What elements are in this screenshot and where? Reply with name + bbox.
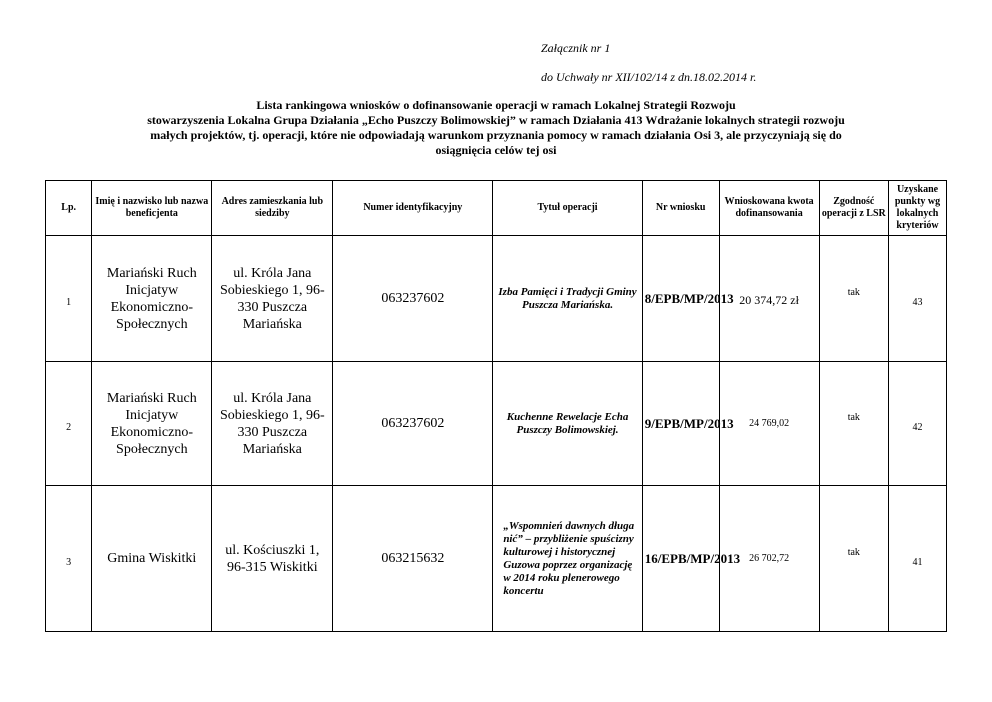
cell-id: 063215632 xyxy=(333,486,493,632)
ranking-table xyxy=(45,180,947,632)
header-lp: Lp. xyxy=(46,181,92,236)
cell-id: 063237602 xyxy=(333,362,493,486)
table-row xyxy=(46,486,947,632)
title-line-2: stowarzyszenia Lokalna Grupa Działania „Echo Puszczy Bolimowskiej” w ramach Działania 413 Wdrażanie lokalnych strategii rozwoju xyxy=(147,113,845,127)
table-row xyxy=(46,236,947,362)
header-operation: Tytuł operacji xyxy=(493,181,642,236)
header-amount: Wnioskowana kwota dofinansowania xyxy=(719,181,819,236)
title-line-3: małych projektów, tj. operacji, które nie odpowiadają warunkom przyznania pomocy w ramach działania Osi 3, ale przyczyniają się do xyxy=(150,128,842,142)
cell-lsr: tak xyxy=(819,236,888,362)
cell-lsr: tak xyxy=(819,362,888,486)
cell-operation: „Wspomnień dawnych długa nić” – przybliżenie spuścizny kulturowej i historycznej Guzowa poprzez organizację w 2014 roku plenerowego koncertu xyxy=(493,486,642,632)
annex-line-2: do Uchwały nr XII/102/14 z dn.18.02.2014 r. xyxy=(541,70,757,84)
header-points: Uzyskane punkty wg lokalnych kryteriów xyxy=(889,181,947,236)
cell-nr: 16/EPB/MP/2013 xyxy=(642,486,719,632)
cell-amount: 20 374,72 zł xyxy=(719,236,819,362)
table-header-row xyxy=(46,181,947,236)
cell-points: 43 xyxy=(889,236,947,362)
cell-amount: 26 702,72 xyxy=(719,486,819,632)
cell-address: ul. Króla Jana Sobieskiego 1, 96-330 Puszcza Mariańska xyxy=(212,236,333,362)
cell-points: 42 xyxy=(889,362,947,486)
header-address: Adres zamieszkania lub siedziby xyxy=(212,181,333,236)
header-lsr: Zgodność operacji z LSR xyxy=(819,181,888,236)
cell-lp: 3 xyxy=(46,486,92,632)
cell-name: Mariański Ruch Inicjatyw Ekonomiczno-Społecznych xyxy=(92,236,212,362)
cell-address: ul. Kościuszki 1, 96-315 Wiskitki xyxy=(212,486,333,632)
cell-operation: Izba Pamięci i Tradycji Gminy Puszcza Mariańska. xyxy=(493,236,642,362)
cell-operation: Kuchenne Rewelacje Echa Puszczy Bolimowskiej. xyxy=(493,362,642,486)
cell-name: Gmina Wiskitki xyxy=(92,486,212,632)
cell-address: ul. Króla Jana Sobieskiego 1, 96-330 Puszcza Mariańska xyxy=(212,362,333,486)
annex-line-1: Załącznik nr 1 xyxy=(541,41,611,55)
title-line-4: osiągnięcia celów tej osi xyxy=(435,143,557,157)
header-nr: Nr wniosku xyxy=(642,181,719,236)
cell-nr: 9/EPB/MP/2013 xyxy=(642,362,719,486)
cell-nr: 8/EPB/MP/2013 xyxy=(642,236,719,362)
cell-amount: 24 769,02 xyxy=(719,362,819,486)
cell-lp: 1 xyxy=(46,236,92,362)
cell-lsr: tak xyxy=(819,486,888,632)
document-title xyxy=(60,98,932,158)
cell-id: 063237602 xyxy=(333,236,493,362)
cell-lp: 2 xyxy=(46,362,92,486)
header-name: Imię i nazwisko lub nazwa beneficjenta xyxy=(92,181,212,236)
cell-name: Mariański Ruch Inicjatyw Ekonomiczno-Społecznych xyxy=(92,362,212,486)
header-id: Numer identyfikacyjny xyxy=(333,181,493,236)
cell-points: 41 xyxy=(889,486,947,632)
title-line-1: Lista rankingowa wniosków o dofinansowanie operacji w ramach Lokalnej Strategii Rozwoju xyxy=(256,98,736,112)
table-row xyxy=(46,362,947,486)
